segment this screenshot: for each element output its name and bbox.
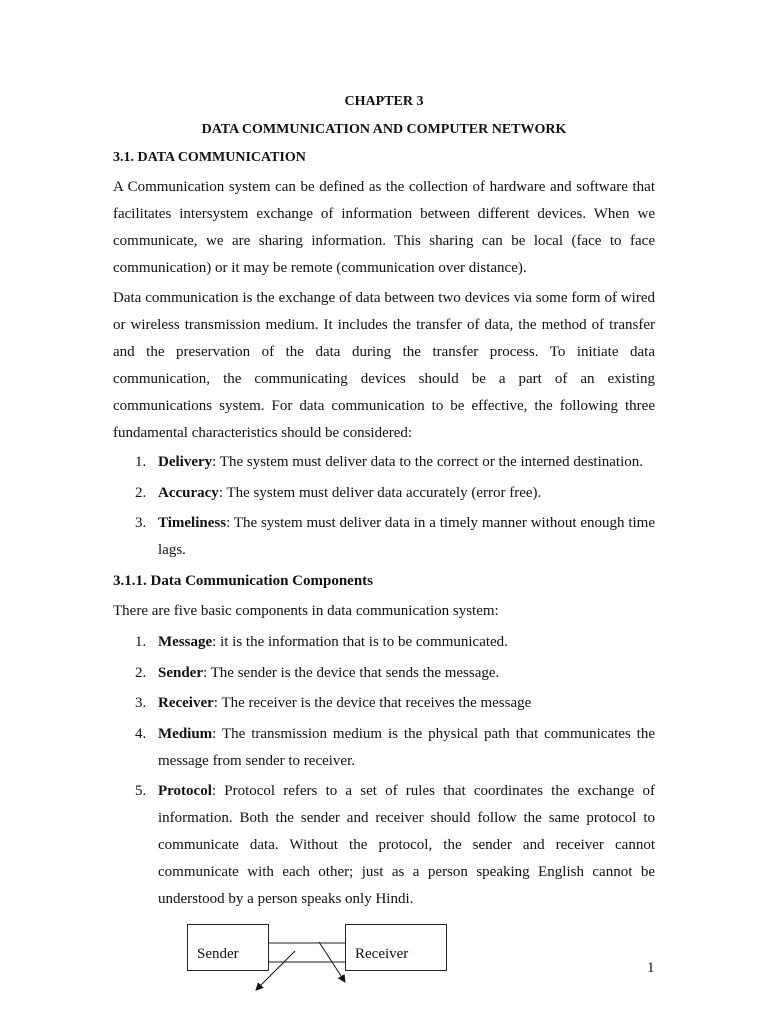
list-text: : The system must deliver data accurately (error free). (218, 485, 542, 501)
page-number: 1 (647, 960, 655, 976)
list-number: 1. (135, 634, 147, 650)
list-term: Protocol (158, 783, 212, 799)
list-number: 1. (135, 454, 147, 470)
list-text: : it is the information that is to be communicated. (212, 634, 508, 650)
paragraph: A Communication system can be defined as the collection of hardware and software that facilitates intersystem exchange of information between different devices. When we communicate, we are sharing information. This sharing can be local (face to face communication) or it may be remote (communication over distance). (113, 179, 655, 276)
list-number: 4. (135, 726, 147, 742)
list-text: : The transmission medium is the physical path that communicates the message from sender to receiver. (158, 726, 655, 769)
list-number: 5. (135, 783, 147, 799)
list-term: Sender (158, 665, 203, 681)
sender-label: Sender (197, 946, 239, 962)
section-heading: 3.1. DATA COMMUNICATION (113, 150, 306, 165)
list-term: Medium (158, 726, 213, 742)
list-term: Delivery (158, 454, 213, 470)
list-term: Message (158, 634, 213, 650)
list-number: 3. (135, 515, 147, 531)
paragraph: Data communication is the exchange of data between two devices via some form of wired or wireless transmission medium. It includes the transfer of data, the method of transfer and the preservation of the data during the transfer process. To initiate data communication, the communicating devices should be a part of an existing communications system. For data communication to be effective, the following three fundamental characteristics should be considered: (113, 290, 655, 441)
list-number: 2. (135, 485, 147, 501)
list-term: Timeliness (158, 515, 227, 531)
list-text: : The system must deliver data to the correct or the interned destination. (212, 454, 643, 470)
subsection-heading: 3.1.1. Data Communication Components (113, 573, 374, 589)
list-term: Accuracy (158, 485, 219, 501)
paragraph: There are five basic components in data communication system: (113, 603, 499, 619)
list-text: : The system must deliver data in a timely manner without enough time lags. (158, 515, 655, 558)
chapter-title: DATA COMMUNICATION AND COMPUTER NETWORK (201, 122, 567, 137)
list-text: : Protocol refers to a set of rules that coordinates the exchange of information. Both the sender and receiver should follow the same protocol to communicate data. Without the protocol, the sender and receiver cannot communicate with each other; just as a person speaking English cannot be understood by a person speaks only Hindi. (158, 783, 655, 907)
list-term: Receiver (158, 695, 214, 711)
chapter-heading: CHAPTER 3 (344, 94, 424, 109)
list-text: : The sender is the device that sends the message. (203, 665, 500, 681)
list-number: 2. (135, 665, 147, 681)
list-number: 3. (135, 695, 147, 711)
receiver-label: Receiver (355, 946, 409, 962)
list-text: : The receiver is the device that receives the message (213, 695, 532, 711)
